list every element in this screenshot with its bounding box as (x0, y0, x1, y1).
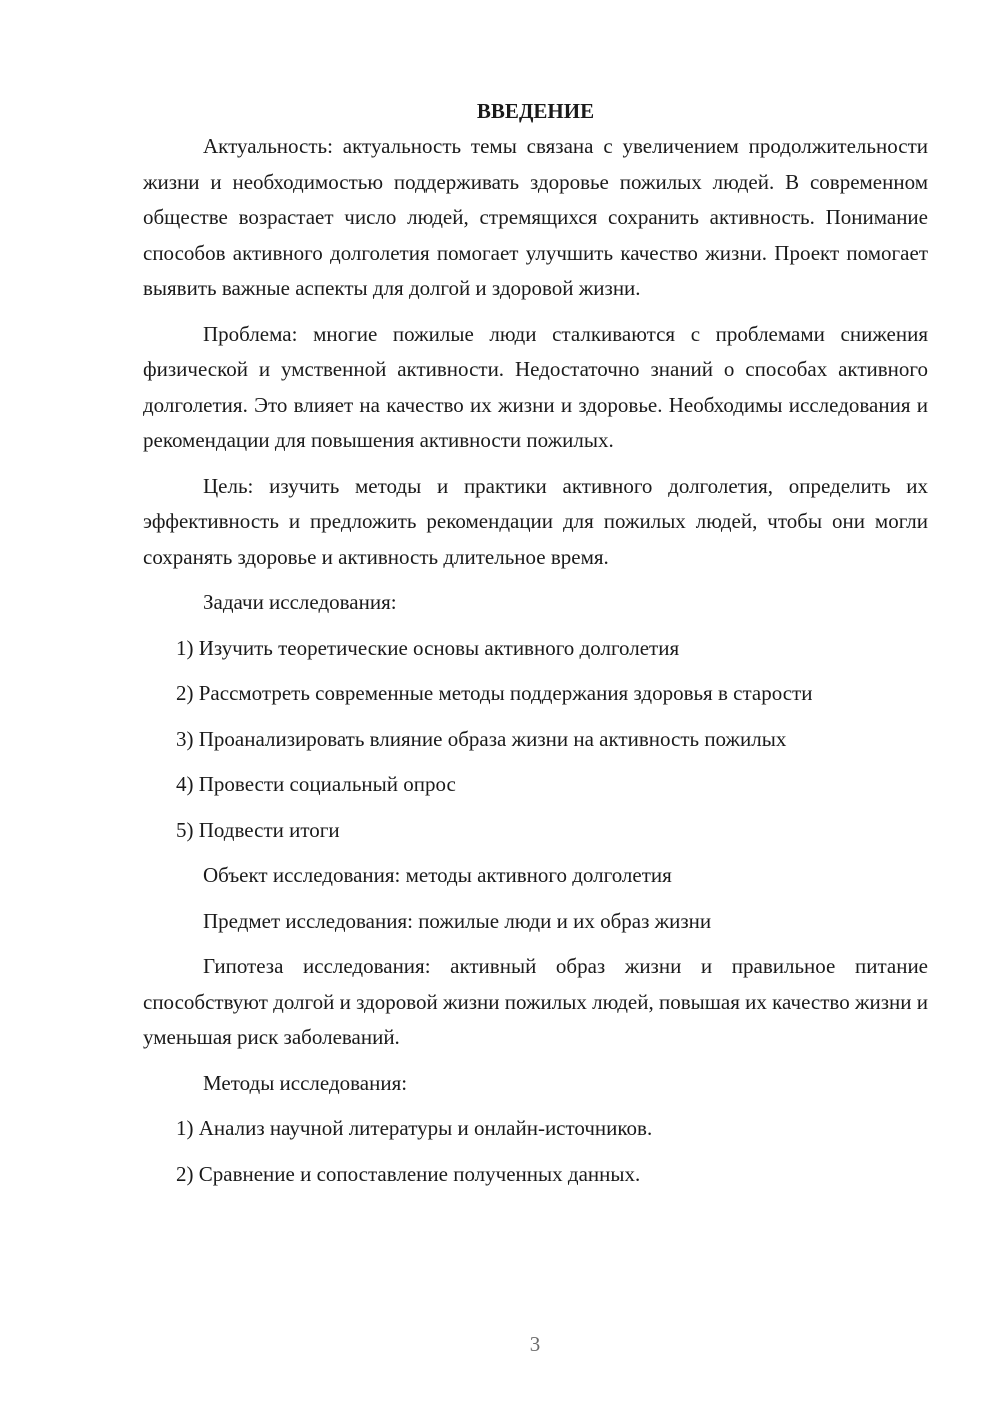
tasks-heading: Задачи исследования: (203, 590, 397, 614)
method-item: 1) Анализ научной литературы и онлайн-источников. (176, 1116, 653, 1140)
task-item: 2) Рассмотреть современные методы поддержания здоровья в старости (176, 681, 813, 705)
problem-paragraph: Проблема: многие пожилые люди сталкиваются с проблемами снижения физической и умственной активности. Недостаточно знаний о способах активного долголетия. Это влияет на качество их жизни и здоровье. Необходимы исследования и рекомендации для повышения активности пожилых. (143, 321, 928, 452)
research-subject: Предмет исследования: пожилые люди и их образ жизни (203, 908, 712, 933)
methods-heading: Методы исследования: (203, 1070, 408, 1095)
task-item: 3) Проанализировать влияние образа жизни на активность пожилых (176, 726, 787, 751)
task-item: 5) Подвести итоги (176, 817, 340, 842)
research-object: Объект исследования: методы активного долголетия (203, 863, 672, 887)
method-item: 2) Сравнение и сопоставление полученных данных. (176, 1161, 641, 1186)
task-item: 1) Изучить теоретические основы активного долголетия (176, 635, 680, 660)
task-item: 4) Провести социальный опрос (176, 772, 456, 796)
relevance-paragraph: Актуальность: актуальность темы связана с увеличением продолжительности жизни и необходимостью поддерживать здоровье пожилых людей. В современном обществе возрастает число людей, стремящихся сохранить активность. Понимание способов активного долголетия помогает улучшить качество жизни. Проект помогает выявить важные аспекты для долгой и здоровой жизни. (143, 134, 928, 300)
document-page (143, 94, 928, 1202)
page-number: 3 (529, 1332, 541, 1356)
hypothesis-paragraph: Гипотеза исследования: активный образ жизни и правильное питание способствуют долгой и здоровой жизни пожилых людей, повышая их качество жизни и уменьшая риск заболеваний. (143, 954, 928, 1049)
goal-paragraph: Цель: изучить методы и практики активного долголетия, определить их эффективность и предложить рекомендации для пожилых людей, чтобы они могли сохранять здоровье и активность длительное время. (143, 473, 928, 569)
section-heading: ВВЕДЕНИЕ (476, 99, 595, 123)
